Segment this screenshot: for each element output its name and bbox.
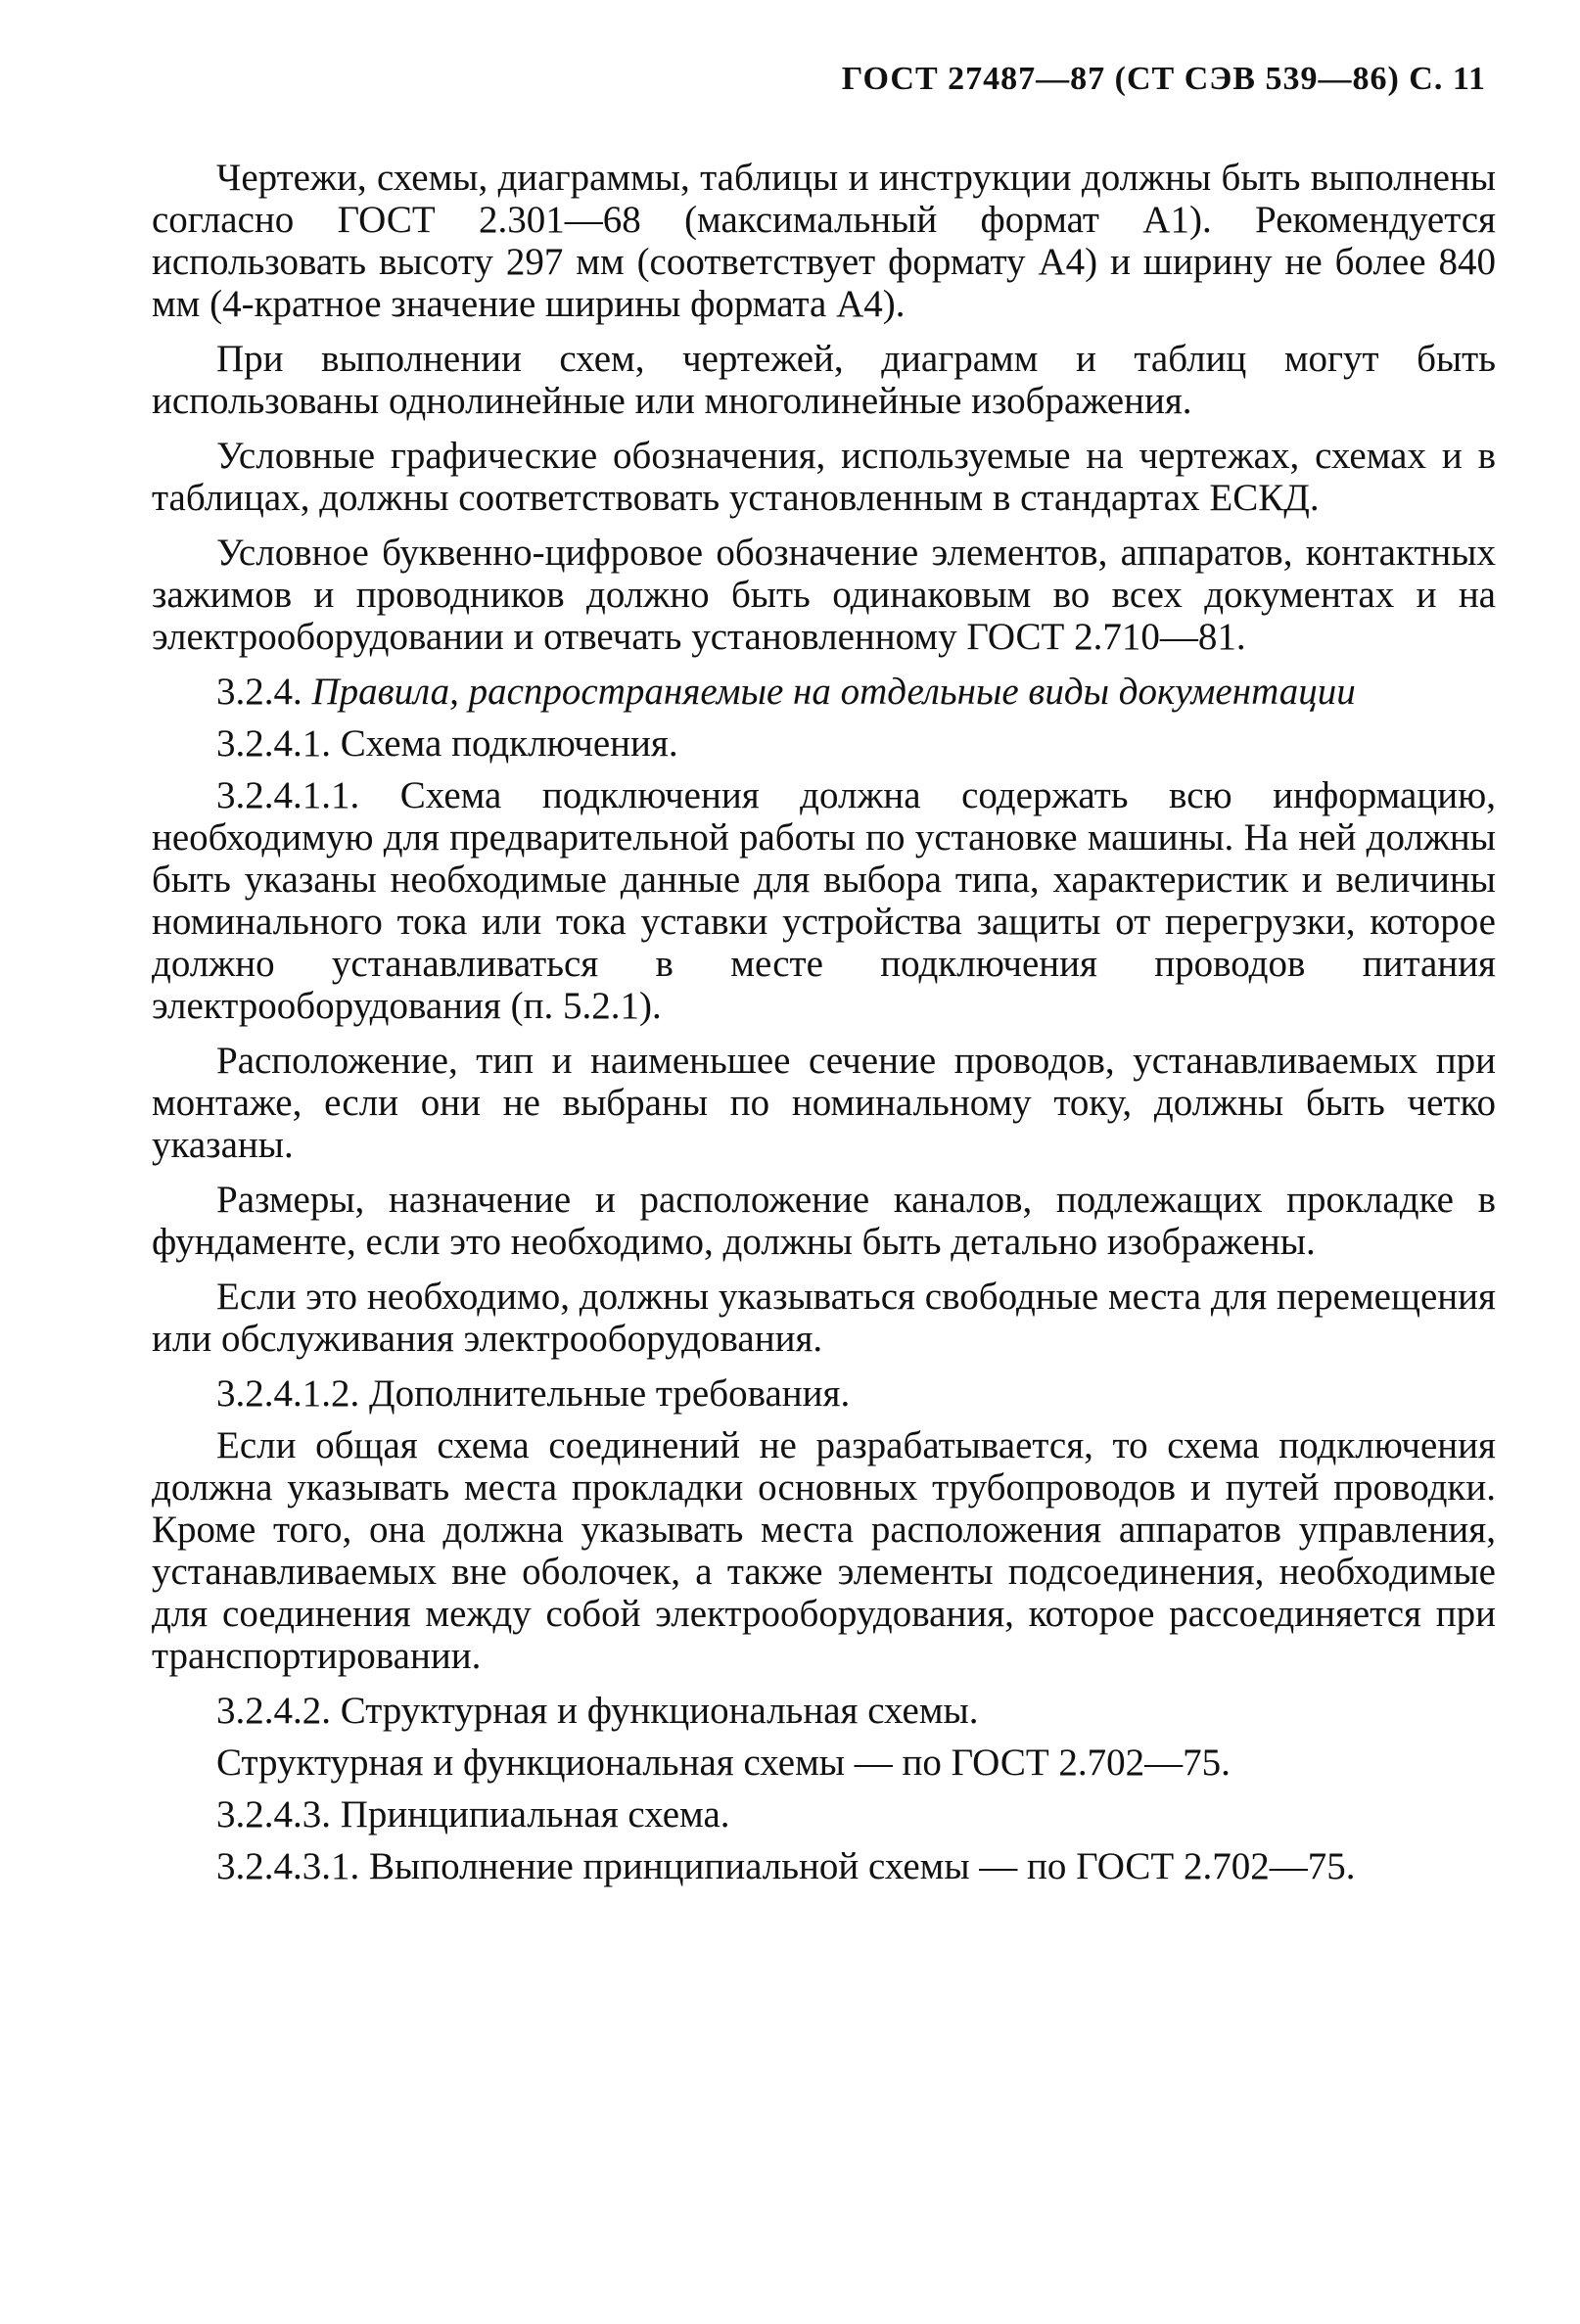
subsection-heading-3-2-4-1-2: 3.2.4.1.2. Дополнительные требования. xyxy=(216,1372,851,1415)
subsection-heading-3-2-4-2: 3.2.4.2. Структурная и функциональная схемы. xyxy=(216,1690,979,1732)
paragraph-free-space: Если это необходимо, должны указываться свободные места для перемещения или обслуживания электрооборудования. xyxy=(152,1276,1496,1360)
paragraph-graphic-symbols: Условные графические обозначения, используемые на чертежах, схемах и в таблицах, должны соответствовать установленным в стандартах ЕСКД. xyxy=(152,435,1496,519)
paragraph-line-representation: При выполнении схем, чертежей, диаграмм и таблиц могут быть использованы однолинейные или многолинейные изображения. xyxy=(152,338,1496,422)
subsection-heading-3-2-4-1: 3.2.4.1. Схема подключения. xyxy=(216,722,678,765)
paragraph-wire-placement: Расположение, тип и наименьшее сечение проводов, устанавливаемых при монтаже, если они не выбраны по номинальному току, должны быть четко указаны. xyxy=(152,1040,1496,1166)
paragraph-alphanumeric-designation: Условное буквенно-цифровое обозначение элементов, аппаратов, контактных зажимов и проводников должно быть одинаковым во всех документах и на электрооборудовании и отвечать установленному ГОСТ 2.710—81. xyxy=(152,532,1496,658)
paragraph-structural-schemes: Структурная и функциональная схемы — по ГОСТ 2.702—75. xyxy=(216,1742,1231,1784)
document-body xyxy=(152,157,1496,1900)
paragraph-3-2-4-3-1: 3.2.4.3.1. Выполнение принципиальной схемы — по ГОСТ 2.702—75. xyxy=(216,1845,1356,1887)
paragraph-additional-requirements: Если общая схема соединений не разрабатывается, то схема подключения должна указывать места прокладки основных трубопроводов и путей проводки. Кроме того, она должна указывать места расположения аппаратов управления, устанавливаемых вне оболочек, а также элементы подсоединения, необходимые для соединения между собой электрооборудования, которое рассоединяется при транспортировании. xyxy=(152,1424,1496,1677)
subsection-heading-3-2-4-3: 3.2.4.3. Принципиальная схема. xyxy=(216,1793,730,1836)
section-number: 3.2.4. xyxy=(216,671,302,713)
paragraph-drawings: Чертежи, схемы, диаграммы, таблицы и инструкции должны быть выполнены согласно ГОСТ 2.301—68 (максимальный формат А1). Рекомендуется использовать высоту 297 мм (соответствует формату А4) и ширину не более 840 мм (4-кратное значение ширины формата А4). xyxy=(152,157,1496,325)
paragraph-3-2-4-1-1: 3.2.4.1.1. Схема подключения должна содержать всю информацию, необходимую для предварительной работы по установке машины. На ней должны быть указаны необходимые данные для выбора типа, характеристик и величины номинального тока или тока уставки устройства защиты от перегрузки, которое должно устанавливаться в месте подключения проводов питания электрооборудования (п. 5.2.1). xyxy=(152,774,1496,1027)
section-heading-3-2-4 xyxy=(152,671,1496,713)
running-header: ГОСТ 27487—87 (СТ СЭВ 539—86) С. 11 xyxy=(841,61,1486,97)
section-title: Правила, распространяемые на отдельные виды документации xyxy=(311,671,1356,713)
paragraph-foundation-channels: Размеры, назначение и расположение каналов, подлежащих прокладке в фундаменте, если это необходимо, должны быть детально изображены. xyxy=(152,1179,1496,1263)
